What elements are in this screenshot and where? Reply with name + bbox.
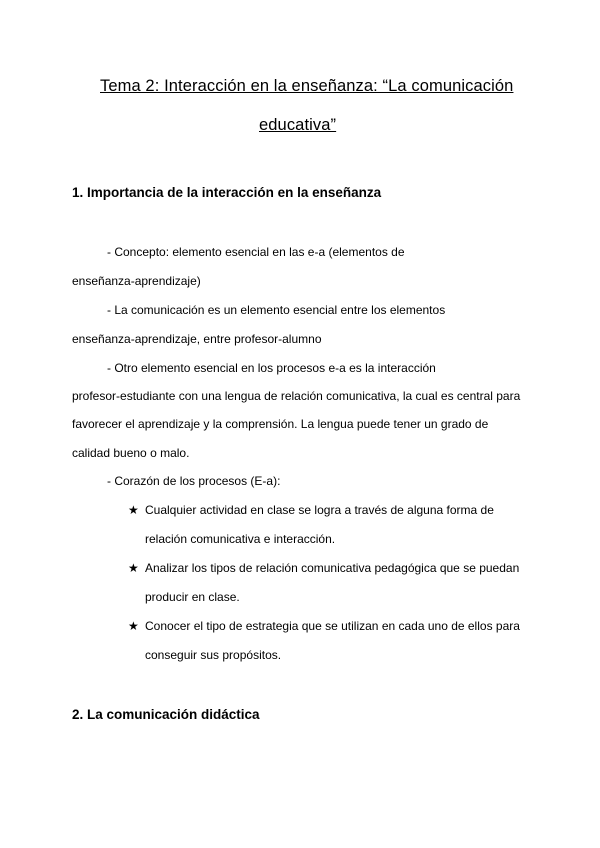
paragraph-line: profesor-estudiante con una lengua de relación comunicativa, la cual es central para bbox=[72, 389, 521, 403]
paragraph-line: enseñanza-aprendizaje, entre profesor-alumno bbox=[72, 332, 322, 346]
bullet-line: Cualquier actividad en clase se logra a través de alguna forma de bbox=[145, 503, 494, 517]
section-1-heading: 1. Importancia de la interacción en la enseñanza bbox=[72, 185, 382, 200]
star-bullet-icon: ★ bbox=[128, 619, 139, 633]
paragraph-line: - Concepto: elemento esencial en las e-a (elementos de bbox=[107, 245, 405, 259]
bullet-line: Analizar los tipos de relación comunicativa pedagógica que se puedan bbox=[145, 561, 520, 575]
section-2-heading: 2. La comunicación didáctica bbox=[72, 707, 260, 722]
bullet-line: conseguir sus propósitos. bbox=[145, 648, 282, 662]
bullet-line: producir en clase. bbox=[145, 590, 240, 604]
document-title-line-2: educativa” bbox=[259, 116, 337, 134]
bullet-line: Conocer el tipo de estrategia que se utilizan en cada uno de ellos para bbox=[145, 619, 520, 633]
star-bullet-icon: ★ bbox=[128, 561, 139, 575]
document-title-line-1: Tema 2: Interacción en la enseñanza: “La comunicación bbox=[100, 77, 514, 95]
paragraph-line: - Otro elemento esencial en los procesos e-a es la interacción bbox=[107, 361, 436, 375]
paragraph-line: - La comunicación es un elemento esencial entre los elementos bbox=[107, 303, 446, 317]
paragraph-line: calidad bueno o malo. bbox=[72, 446, 190, 460]
paragraph-line: enseñanza-aprendizaje) bbox=[72, 274, 201, 288]
star-bullet-icon: ★ bbox=[128, 503, 139, 517]
paragraph-line: favorecer el aprendizaje y la comprensión. La lengua puede tener un grado de bbox=[72, 417, 489, 431]
bullet-line: relación comunicativa e interacción. bbox=[145, 532, 336, 546]
paragraph-line: - Corazón de los procesos (E-a): bbox=[107, 474, 281, 488]
